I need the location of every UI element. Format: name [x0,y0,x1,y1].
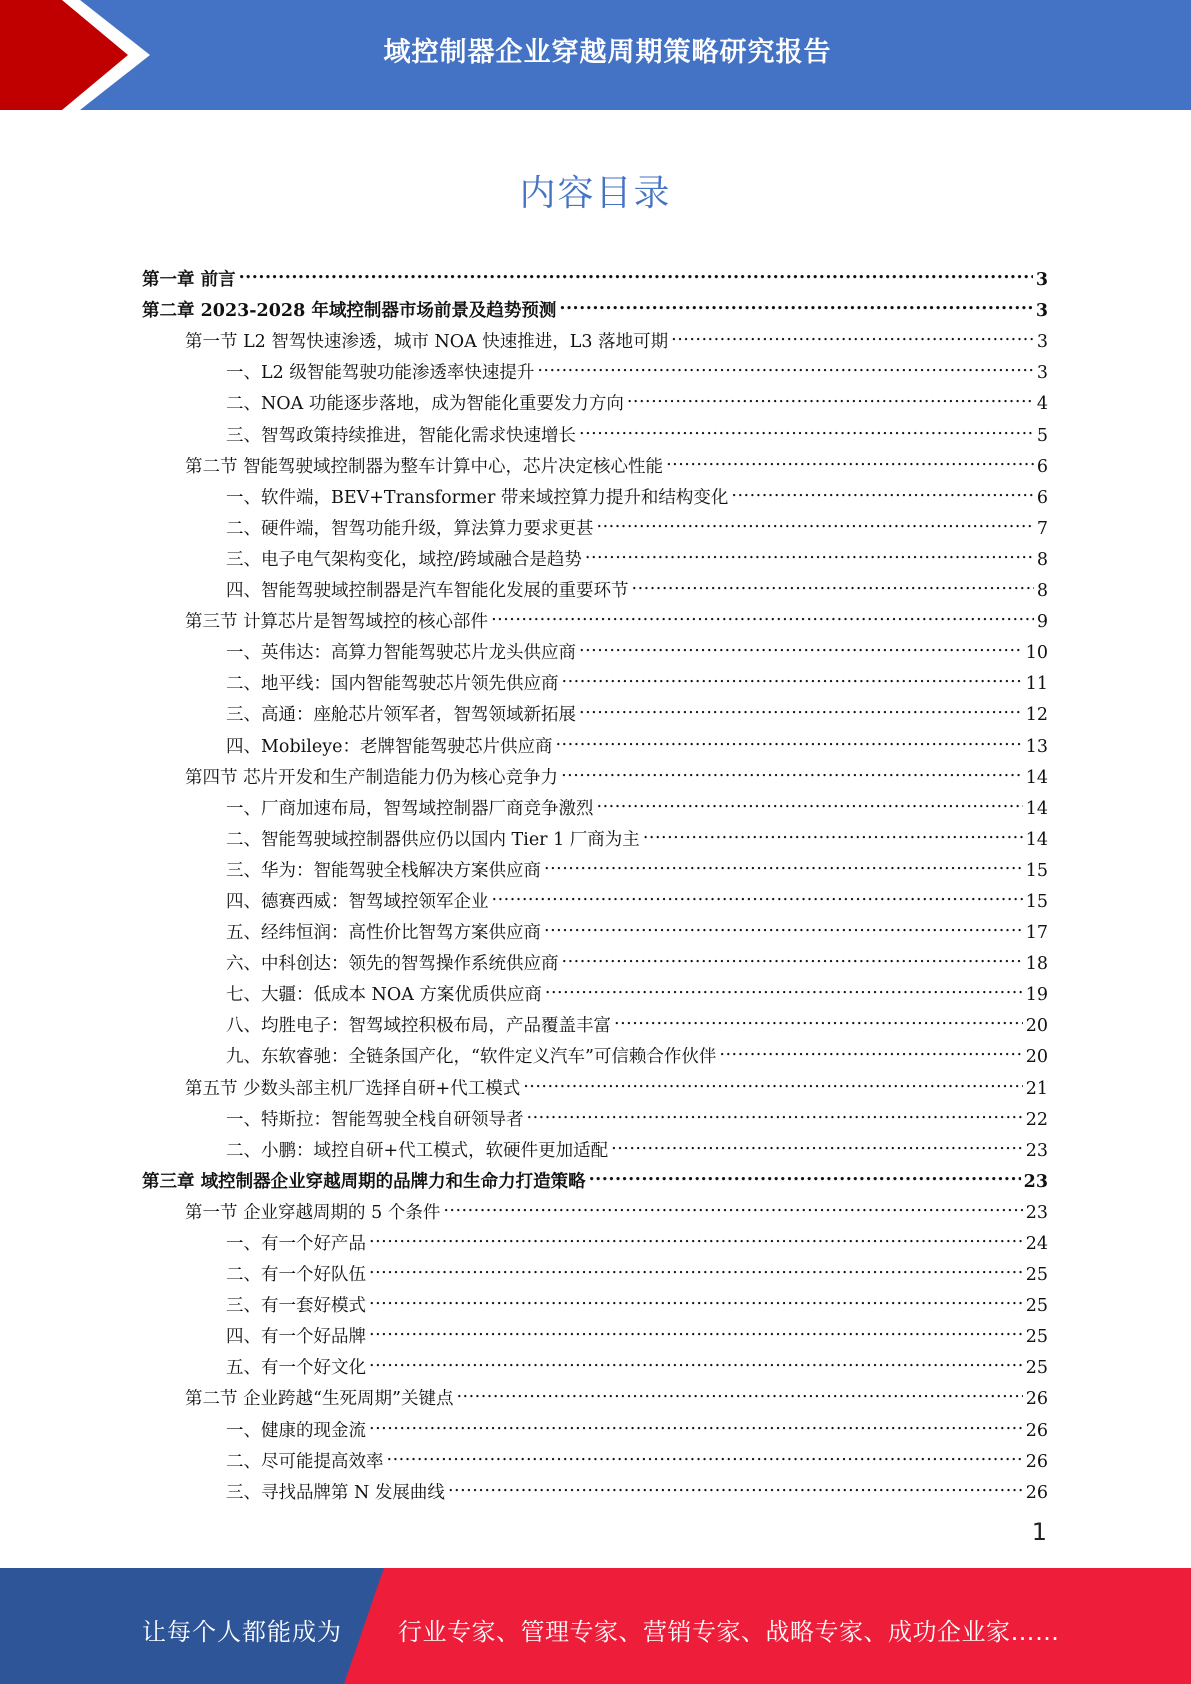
toc-entry-page: 22 [1025,1109,1048,1130]
toc-entry-page: 26 [1025,1420,1048,1441]
toc-entry-page: 20 [1025,1016,1048,1037]
toc-entry-page: 25 [1025,1327,1048,1348]
toc-entry-page: 11 [1025,674,1048,695]
toc-entry-page: 6 [1036,456,1048,477]
toc-dot-leader [491,596,1034,627]
page-number: 1 [1031,1518,1047,1546]
toc-entry-page: 9 [1036,612,1048,633]
footer-slogan-right: 行业专家、管理专家、营销专家、战略专家、成功企业家…… [398,1618,1060,1646]
toc-dot-leader [456,1373,1022,1404]
toc-dot-leader [614,1000,1023,1031]
header-band [0,0,1191,110]
toc-entry-title: 三、华为：智能驾驶全栈解决方案供应商 [226,860,541,881]
report-title: 域控制器企业穿越周期策略研究报告 [383,37,832,68]
toc-entry-page: 3 [1036,363,1048,384]
toc-dot-leader [562,658,1023,689]
toc-entry-title: 三、有一套好模式 [226,1296,366,1317]
toc-entry-page: 26 [1025,1451,1048,1472]
toc-entry-page: 19 [1025,985,1048,1006]
table-of-contents [142,254,1048,1503]
toc-entry-page: 14 [1025,798,1048,819]
toc-entry-title: 四、智能驾驶域控制器是汽车智能化发展的重要环节 [226,581,629,602]
toc-entry-page: 21 [1025,1078,1048,1099]
toc-dot-leader [369,1249,1023,1280]
toc-entry-page: 24 [1025,1234,1048,1254]
toc-dot-leader [589,1156,1021,1187]
toc-dot-leader [585,534,1034,565]
toc-entry-title: 第二节 企业跨越“生死周期”关键点 [185,1389,454,1410]
toc-entry-title: 三、智驾政策持续推进，智能化需求快速增长 [226,425,576,446]
toc-dot-leader [544,845,1023,876]
toc-entry-title: 一、健康的现金流 [226,1420,366,1441]
toc-entry-title: 一、L2 级智能驾驶功能渗透率快速提升 [226,363,535,384]
toc-dot-leader [643,814,1023,845]
toc-entry-title: 三、高通：座舱芯片领军者，智驾领域新拓展 [226,705,576,726]
toc-entry-title: 九、东软睿驰：全链条国产化，“软件定义汽车”可信赖合作伙伴 [226,1047,717,1068]
toc-entry-title: 七、大疆：低成本 NOA 方案优质供应商 [226,985,542,1006]
toc-entry-title: 二、有一个好队伍 [226,1265,366,1286]
toc-dot-leader [559,285,1032,316]
toc-entry-title: 一、软件端，BEV+Transformer 带来域控算力提升和结构变化 [226,487,729,508]
footer-slogan-left: 让每个人都能成为 [142,1618,342,1646]
toc-entry-title: 第五节 少数头部主机厂选择自研+代工模式 [185,1078,521,1099]
toc-dot-leader [719,1031,1022,1062]
toc-dot-leader [611,1125,1023,1156]
toc-entry-title: 第一章 前言 [142,270,236,291]
toc-entry-title: 第二章 2023-2028 年域控制器市场前景及趋势预测 [142,301,557,322]
toc-entry-title: 四、德赛西威：智驾域控领军企业 [226,891,489,912]
toc-dot-leader [492,876,1023,907]
toc-entry-page: 3 [1036,332,1048,353]
toc-entry-page: 3 [1035,270,1048,291]
toc-entry-title: 六、中科创达：领先的智驾操作系统供应商 [226,954,559,975]
toc-dot-leader [544,907,1023,938]
toc-entry[interactable] [142,285,1048,322]
toc-entry-page: 23 [1025,1140,1048,1161]
toc-dot-leader [561,752,1023,783]
toc-entry-title: 一、有一个好产品 [226,1234,366,1254]
toc-entry-title: 二、尽可能提高效率 [226,1451,384,1472]
toc-entry-title: 三、寻找品牌第 N 发展曲线 [226,1482,445,1503]
toc-entry-title: 二、小鹏：域控自研+代工模式，软硬件更加适配 [226,1140,609,1161]
toc-entry-page: 5 [1036,425,1048,446]
toc-entry-title: 二、地平线：国内智能驾驶芯片领先供应商 [226,674,559,695]
toc-entry-title: 五、有一个好文化 [226,1358,366,1379]
toc-dot-leader [369,1218,1023,1249]
toc-dot-leader [387,1436,1023,1467]
toc-entry-title: 一、英伟达：高算力智能驾驶芯片龙头供应商 [226,643,576,664]
toc-dot-leader [527,1094,1023,1125]
toc-entry-page: 7 [1036,518,1048,539]
toc-dot-leader [579,689,1023,720]
toc-dot-leader [239,254,1033,285]
toc-entry-title: 四、有一个好品牌 [226,1327,366,1348]
toc-entry-page: 26 [1025,1389,1048,1410]
toc-entry-title: 第二节 智能驾驶域控制器为整车计算中心，芯片决定核心性能 [185,456,664,477]
toc-dot-leader [731,472,1033,503]
footer-band [0,1568,1191,1684]
toc-entry-page: 8 [1036,581,1048,602]
toc-entry-title: 第三节 计算芯片是智驾域控的核心部件 [185,612,489,633]
toc-dot-leader [579,627,1023,658]
toc-title: 内容目录 [519,173,672,214]
toc-entry-page: 15 [1025,860,1048,881]
toc-dot-leader [555,720,1022,751]
toc-dot-leader [369,1280,1023,1311]
toc-dot-leader [666,441,1034,472]
toc-entry[interactable] [142,254,1048,291]
toc-dot-leader [369,1342,1023,1373]
toc-dot-leader [671,316,1034,347]
toc-entry-page: 4 [1036,394,1048,415]
toc-dot-leader [448,1467,1023,1498]
toc-dot-leader [632,565,1034,596]
toc-entry-page: 25 [1025,1358,1048,1379]
toc-entry-page: 26 [1025,1482,1048,1503]
toc-dot-leader [545,969,1023,1000]
toc-entry-title: 四、Mobileye：老牌智能驾驶芯片供应商 [226,736,553,757]
toc-dot-leader [627,378,1034,409]
toc-entry-page: 23 [1023,1171,1048,1192]
toc-entry-title: 三、电子电气架构变化，域控/跨域融合是趋势 [226,549,582,570]
toc-dot-leader [562,938,1023,969]
toc-entry-page: 14 [1025,829,1048,850]
toc-entry-page: 15 [1025,891,1048,912]
toc-entry-title: 二、NOA 功能逐步落地，成为智能化重要发力方向 [226,394,624,415]
toc-dot-leader [537,347,1034,378]
toc-entry-page: 17 [1025,923,1048,944]
toc-dot-leader [369,1404,1023,1435]
toc-entry-title: 八、均胜电子：智驾域控积极布局，产品覆盖丰富 [226,1016,611,1037]
toc-entry-title: 五、经纬恒润：高性价比智驾方案供应商 [226,923,541,944]
toc-entry-page: 14 [1025,767,1048,788]
toc-entry-title: 二、硬件端，智驾功能升级，算法算力要求更甚 [226,518,594,539]
toc-dot-leader [597,783,1023,814]
toc-entry-page: 25 [1025,1296,1048,1317]
toc-entry-title: 第一节 企业穿越周期的 5 个条件 [185,1202,441,1223]
toc-dot-leader [597,503,1034,534]
toc-entry-page: 3 [1035,301,1048,322]
toc-entry-title: 一、特斯拉：智能驾驶全栈自研领导者 [226,1109,524,1130]
toc-entry-page: 13 [1025,736,1048,757]
toc-dot-leader [523,1062,1022,1093]
toc-entry-title: 第一节 L2 智驾快速渗透，城市 NOA 快速推进，L3 落地可期 [185,332,669,353]
toc-entry-title: 第三章 域控制器企业穿越周期的品牌力和生命力打造策略 [142,1171,586,1192]
toc-entry-page: 10 [1025,643,1048,664]
toc-dot-leader [443,1187,1022,1218]
toc-entry-page: 20 [1025,1047,1048,1068]
toc-entry-page: 25 [1025,1265,1048,1286]
toc-entry-page: 18 [1025,954,1048,975]
toc-entry-page: 12 [1025,705,1048,726]
toc-entry-title: 二、智能驾驶域控制器供应仍以国内 Tier 1 厂商为主 [226,829,640,850]
toc-entry-title: 第四节 芯片开发和生产制造能力仍为核心竞争力 [185,767,559,788]
toc-dot-leader [579,409,1034,440]
toc-entry-page: 6 [1036,487,1048,508]
toc-dot-leader [369,1311,1023,1342]
toc-entry-page: 23 [1025,1202,1048,1223]
toc-entry-page: 8 [1036,549,1048,570]
toc-entry-title: 一、厂商加速布局，智驾域控制器厂商竞争激烈 [226,798,594,819]
